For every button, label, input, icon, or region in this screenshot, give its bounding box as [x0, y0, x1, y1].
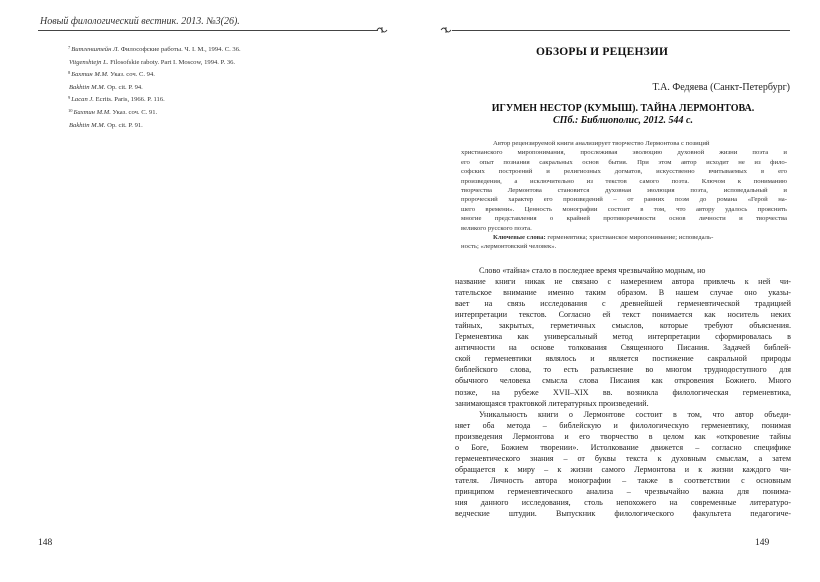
page-number: 148	[38, 538, 53, 548]
body-line: библейского слова, то есть разъяснение во многом труднодоступного для	[455, 365, 791, 375]
book-title-block	[464, 103, 782, 127]
body-line: принципом герменевтического анализа – чрезвычайно важна для понима-	[455, 486, 791, 496]
book-subtitle: СПб.: Библиополис, 2012. 544 с.	[553, 115, 693, 126]
body-line: название книги никак не связано с намерением автора привлечь к ней чи-	[455, 277, 791, 287]
footnote: Bakhtin M.M. Op. cit. P. 94.	[69, 83, 143, 91]
body-line: античности на основе толкования Священного Писания. Задачей библей-	[455, 343, 791, 353]
body-line: интерпретации текстов. Согласно ей текст понимается как носитель неких	[455, 310, 791, 320]
section-title: ОБЗОРЫ И РЕЦЕНЗИИ	[536, 46, 669, 58]
ornament-icon	[440, 25, 452, 35]
footnote: $^{10}$Бахтин М.М. Указ. соч. С. 91.	[68, 107, 158, 116]
keywords-line	[461, 233, 787, 242]
footnotes	[68, 43, 368, 131]
abstract-line: творчества Лермонтова становится духовная эволюция поэта, исповедальный и	[461, 186, 787, 194]
body-line: тателя. Личность автора монографии – также в соответствии с основным	[455, 475, 791, 485]
body-line: Слово «тайна» стало в последнее время чрезвычайно модным, но	[479, 266, 706, 275]
abstract-line: христианского миропонимания, прослеживая эволюцию духовной жизни поэта и	[461, 149, 787, 157]
running-header: Новый филологический вестник. 2013. №3(26).	[40, 16, 240, 27]
body-line: позже, на рубеже XVII–XIX вв. возникла филологическая герменевтика,	[455, 387, 791, 397]
body-line: Герменевтика как универсальный метод интерпретации сформировалась в	[455, 332, 791, 342]
body-text	[455, 265, 791, 519]
footnote: Bakhtin M.M. Op. cit. P. 91.	[69, 121, 143, 129]
abstract-line: Автор рецензируемой книги анализирует творчество Лермонтова с позиций	[493, 140, 710, 147]
body-line: тайных, закрытых, герметичных смыслов, которые требуют объяснения.	[455, 321, 791, 331]
abstract-line: многие представления о крайней противоречивости основ личности и творчества	[461, 215, 787, 223]
abstract-line: его опыт познания сакральных основ бытия. При этом автор исходит не из фило-	[461, 158, 787, 166]
abstract-line: шего времени». Ценность монографии состоит в том, что автору удалось прояснить	[461, 205, 787, 213]
abstract-line: софских построений и религиозных догматов, искусственно вчитываемых в его	[461, 168, 787, 176]
body-line: занимающаяся трактовкой литературных произведений.	[455, 398, 649, 408]
body-line: ния данного исследования, столь непохожего на современные литературо-	[455, 497, 791, 507]
book-title: ИГУМЕН НЕСТОР (КУМЫШ). ТАЙНА ЛЕРМОНТОВА.	[491, 103, 755, 114]
body-line: тательское внимание именно таким образом. В нашем случае оно указы-	[455, 288, 791, 298]
body-line: обращается к миру – к жизни самого Лермонтова и к жизни каждого чи-	[455, 464, 791, 474]
keywords-label: Ключевые слова:	[493, 233, 546, 241]
keywords-text: герменевтика; христианское миропонимание; исповедаль-	[545, 233, 714, 241]
page-number: 149	[755, 538, 770, 548]
abstract-line: пророческий характер его произведений – от ранних поэм до романа «Герой на-	[461, 196, 787, 204]
header-rule	[452, 30, 790, 31]
footnote: $^9$Lacan J. Ecrits. Paris, 1966. P. 116.	[68, 95, 165, 104]
review-author: Т.А. Федяева (Санкт-Петербург)	[652, 82, 790, 93]
abstract-line: великого русского поэта.	[461, 224, 532, 232]
footnote: $^7$Витгенштейн Л. Философские работы. Ч. I. М., 1994. С. 36.	[68, 45, 241, 53]
body-line: герменевтического знания – от буквы текста к духовным смыслам, а затем	[455, 453, 791, 463]
right-page	[410, 0, 820, 582]
abstract-line: произведения, а исключительно из текстов самого поэта. Ключом к пониманию	[461, 177, 787, 185]
ornament-icon	[376, 25, 388, 35]
body-line: няет оба метода – библейскую и филологическую герменевтику, понимая	[455, 420, 791, 430]
abstract	[461, 139, 787, 252]
body-line: о Боге, Божием творении». Истолкование движется – согласно специфике	[455, 442, 791, 452]
body-line: обычного человека смысла слова Писания как откровения Божиего. Много	[455, 376, 791, 386]
header-rule	[38, 30, 378, 31]
footnote: $^8$Бахтин М.М. Указ. соч. С. 94.	[68, 70, 155, 79]
keywords-continuation: ность; «лермонтовский человек».	[461, 243, 557, 251]
body-line: ской герменевтики являлось и является постижение сакральной природы	[455, 354, 791, 364]
body-line: ведческие штудии. Выпускник филологического факультета педагогиче-	[455, 509, 791, 519]
body-line: Уникальность книги о Лермонтове состоит в том, что автор объеди-	[479, 409, 791, 419]
body-line: произведения Лермонтова и его творчество в целом как «откровение тайны	[455, 431, 791, 441]
footnote: Vitgenshtejn L. Filosofskie raboty. Part I. Moscow, 1994. P. 36.	[69, 58, 236, 66]
body-line: вает на связь исследования с древнейшей герменевтической традицией	[455, 299, 791, 309]
